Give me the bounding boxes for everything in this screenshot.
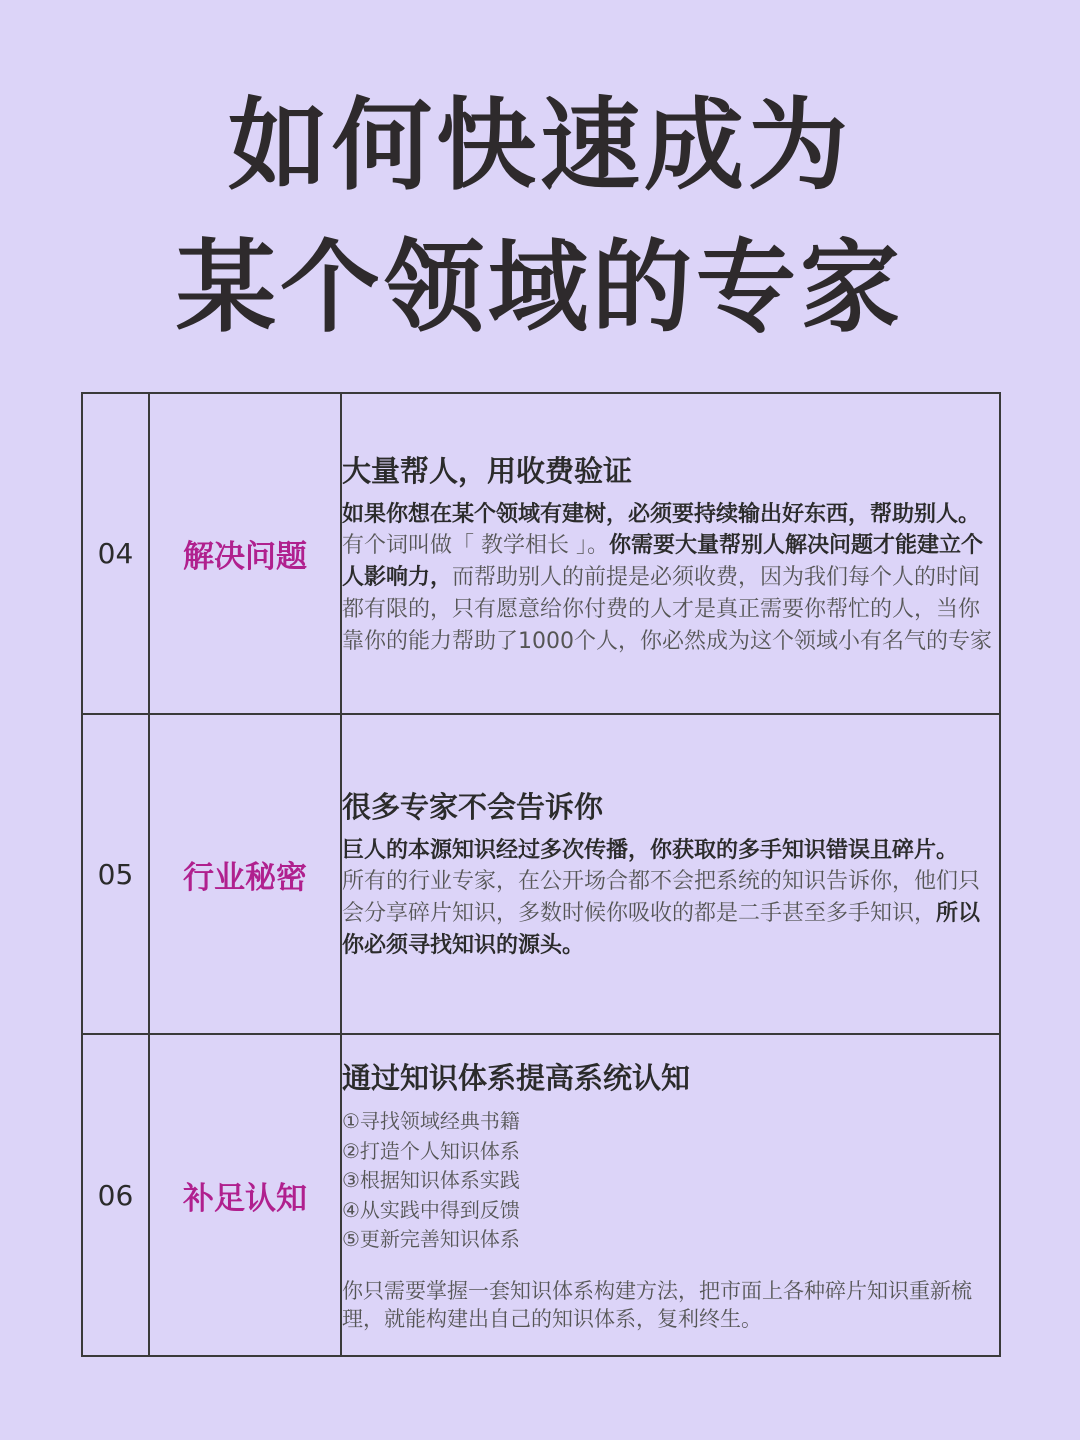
row-number: 04 [82, 393, 149, 714]
row-heading: 通过知识体系提高系统认知 [342, 1061, 691, 1096]
step-item: ①寻找领域经典书籍 [342, 1109, 520, 1134]
step-item: ②打造个人知识体系 [342, 1138, 520, 1163]
row-number: 06 [82, 1034, 149, 1356]
row-paragraph [342, 866, 999, 962]
page-title-line-1: 如何快速成为 [228, 87, 852, 204]
step-item: ⑤更新完善知识体系 [342, 1227, 520, 1252]
paragraph-segment: 而帮助别人的前提是必须收费，因为我们每个人的时间都有限的，只有愿意给你付费的人才是真正需要你帮忙的人，当你靠你的能力帮助了1000个人，你必然成为这个领域小有名气的专家 [342, 564, 992, 654]
paragraph-emphasis: 你需要大量帮别人解决问题才能建立个人影响力， [342, 532, 984, 590]
row-paragraph [342, 530, 999, 658]
row-content [341, 1034, 1000, 1356]
table-row [82, 1034, 1000, 1356]
content-table [81, 392, 1001, 1357]
row-category: 补足认知 [149, 1034, 341, 1356]
step-list [342, 1107, 999, 1255]
table-row [82, 393, 1000, 714]
row-content [341, 714, 1000, 1034]
step-item: ④从实践中得到反馈 [342, 1197, 520, 1222]
table-row [82, 714, 1000, 1034]
row-closing-text: 你只需要掌握一套知识体系构建方法，把市面上各种碎片知识重新梳理，就能构建出自己的知识体系，复利终生。 [342, 1278, 972, 1331]
row-number: 05 [82, 714, 149, 1034]
row-category: 行业秘密 [149, 714, 341, 1034]
step-item: ③根据知识体系实践 [342, 1168, 520, 1193]
row-content [341, 393, 1000, 714]
row-heading: 大量帮人，用收费验证 [342, 453, 633, 488]
paragraph-segment: 有个词叫做「 教学相长 」。 [342, 532, 609, 558]
paragraph-segment: 所有的行业专家，在公开场合都不会把系统的知识告诉你，他们只会分享碎片知识，多数时候你吸收的都是二手甚至多手知识， [342, 869, 981, 926]
paragraph-emphasis: 所以你必须寻找知识的源头。 [342, 901, 981, 958]
row-lead: 如果你想在某个领域有建树，必须要持续输出好东西，帮助别人。 [342, 501, 981, 527]
row-lead: 巨人的本源知识经过多次传播，你获取的多手知识错误且碎片。 [342, 838, 959, 863]
page-title-line-2: 某个领域的专家 [176, 229, 904, 346]
row-category: 解决问题 [149, 393, 341, 714]
row-heading: 很多专家不会告诉你 [342, 790, 604, 824]
